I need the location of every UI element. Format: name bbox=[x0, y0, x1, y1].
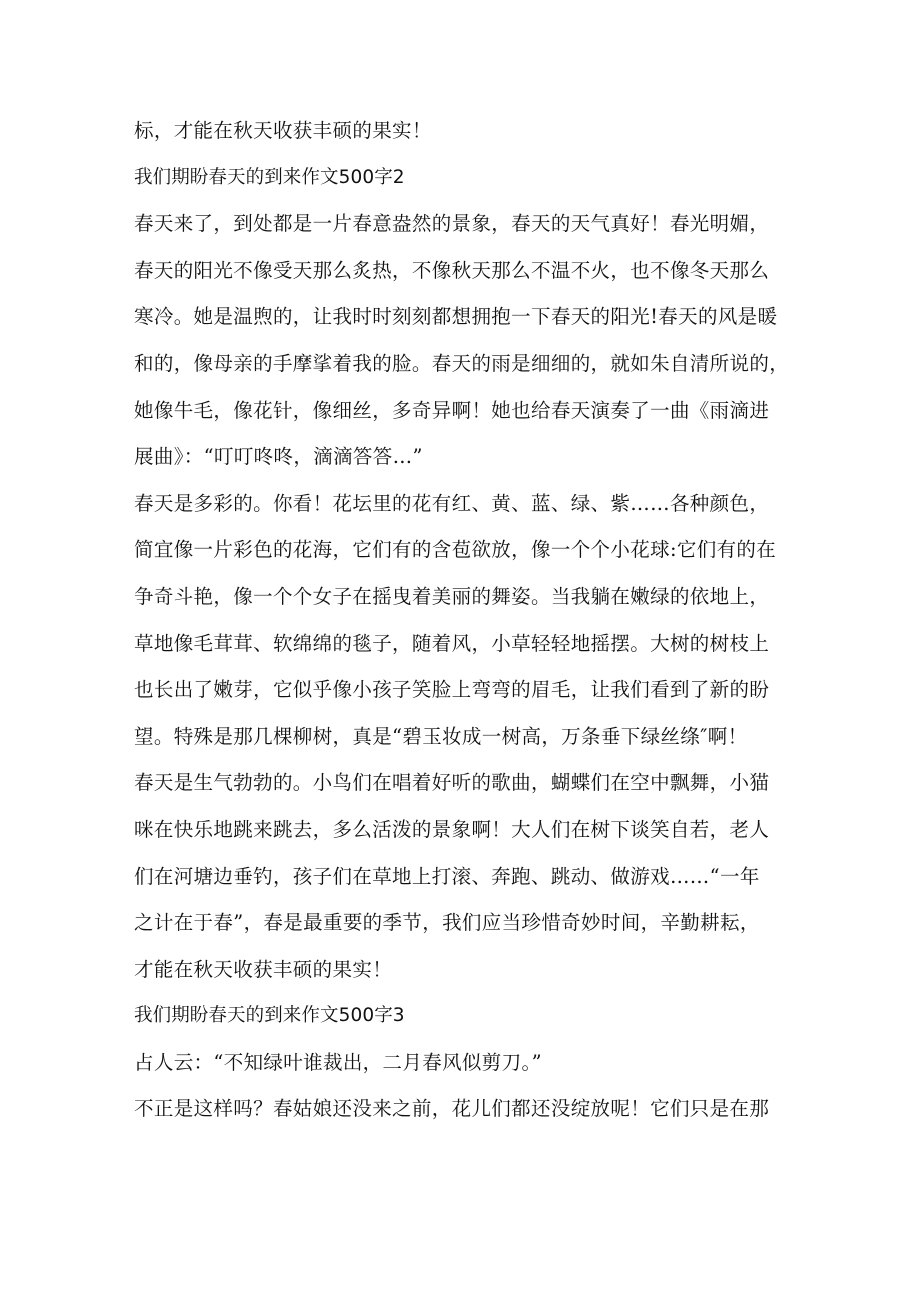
paragraph-line: 才能在秋天收获丰硕的果实！ bbox=[134, 957, 393, 981]
section-heading: 我们期盼春天的到来作文500字3 bbox=[134, 1005, 405, 1027]
paragraph bbox=[134, 481, 794, 761]
paragraph-line: 们在河塘边垂钓，孩子们在草地上打滚、奔跑、跳动、做游戏……“一年 bbox=[134, 864, 760, 888]
paragraph-line: 咪在快乐地跳来跳去，多么活泼的景象啊！大人们在树下谈笑自若，老人 bbox=[134, 817, 770, 841]
section-heading: 我们期盼春天的到来作文500字2 bbox=[134, 166, 405, 188]
paragraph bbox=[134, 1086, 794, 1133]
paragraph-line: 春天是多彩的。你看！花坛里的花有红、黄、蓝、绿、紫……各种颜色， bbox=[134, 491, 770, 515]
paragraph-line: 之计在于春”，春是最重要的季节，我们应当珍惜奇妙时间，辛勤耕耘， bbox=[134, 911, 760, 935]
document-body bbox=[134, 108, 794, 1133]
paragraph-line: 春天是生气勃勃的。小鸟们在唱着好听的歌曲，蝴蝶们在空中飘舞，小猫 bbox=[134, 771, 770, 795]
paragraph bbox=[134, 760, 794, 993]
paragraph-line: 占人云：“不知绿叶谁裁出，二月春风似剪刀。” bbox=[134, 1050, 542, 1074]
paragraph-line: 春天来了，到处都是一片春意盎然的景象，春天的天气真好！春光明媚， bbox=[134, 212, 770, 236]
paragraph-line: 草地像毛茸茸、软绵绵的毯子，随着风，小草轻轻地摇摆。大树的树枝上 bbox=[134, 631, 770, 655]
paragraph-line: 标，才能在秋天收获丰硕的果实！ bbox=[134, 119, 432, 142]
paragraph bbox=[134, 201, 794, 481]
paragraph-line: 春天的阳光不像受天那么炙热，不像秋天那么不温不火，也不像冬天那么 bbox=[134, 258, 770, 282]
paragraph-line: 展曲》：“叮叮咚咚，滴滴答答…” bbox=[134, 445, 423, 469]
paragraph-line: 和的，像母亲的手摩挲着我的脸。春天的雨是细细的，就如朱自清所说的， bbox=[134, 351, 790, 375]
paragraph bbox=[134, 1040, 794, 1087]
paragraph-line: 寒冷。她是温煦的，让我时时刻刻都想拥抱一下春天的阳光!春天的风是暖 bbox=[134, 305, 778, 329]
paragraph-line: 也长出了嫩芽，它似乎像小孩子笑脸上弯弯的眉毛，让我们看到了新的盼 bbox=[134, 678, 770, 702]
paragraph-line: 望。特殊是那几棵柳树，真是“碧玉妆成一树高，万条垂下绿丝绦″啊！ bbox=[134, 724, 748, 748]
paragraph-line: 她像牛毛，像花针，像细丝，多奇异啊！她也给春天演奏了一曲《雨滴进 bbox=[134, 398, 770, 422]
paragraph-line: 争奇斗艳，像一个个女子在摇曳着美丽的舞姿。当我躺在嫩绿的依地上， bbox=[134, 584, 770, 608]
paragraph-line: 简宜像一片彩色的花海，它们有的含苞欲放，像一个个小花球:它们有的在 bbox=[134, 538, 777, 562]
paragraph-line: 不正是这样吗？春姑娘还没来之前，花儿们都还没绽放呢！它们只是在那 bbox=[134, 1097, 770, 1121]
